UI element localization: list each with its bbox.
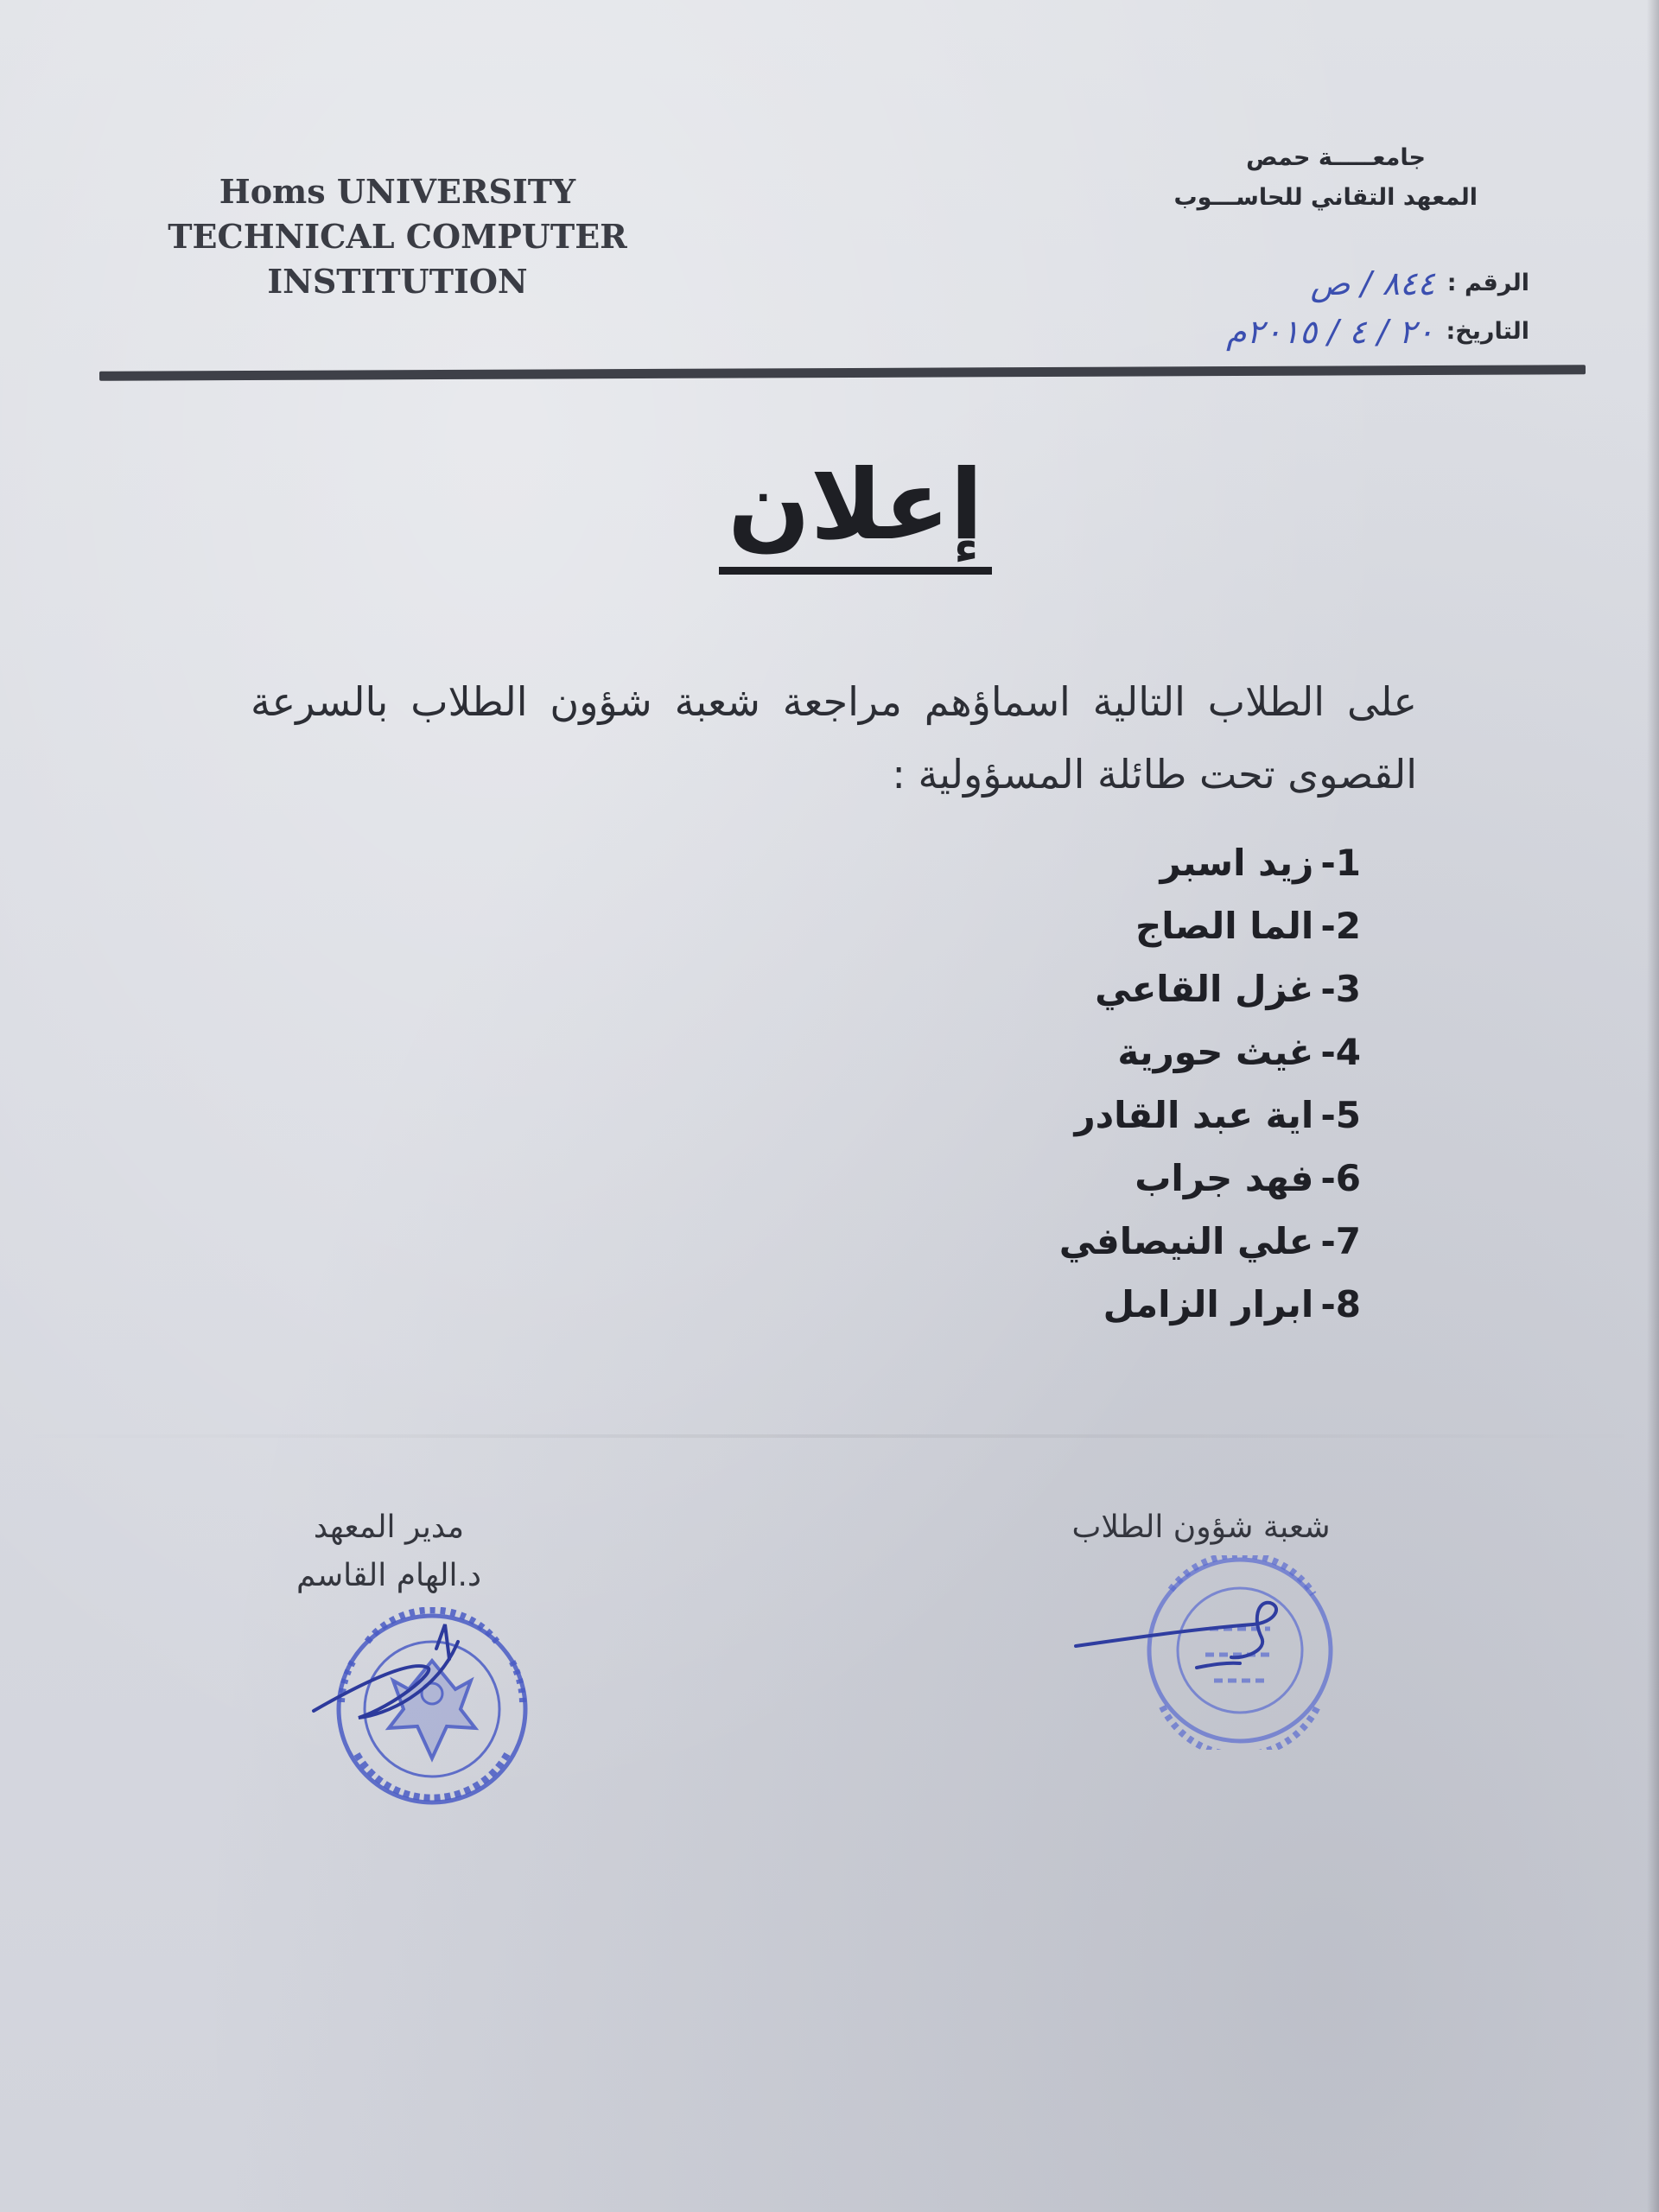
student-list-item [756, 1210, 1361, 1273]
student-list-item [756, 894, 1361, 957]
reference-date-value: ٢٠ / ٤ / ٢٠١٥م [1226, 313, 1434, 351]
student-number: 7- [1320, 1220, 1361, 1262]
student-number: 2- [1320, 905, 1361, 947]
student-name: زيد اسبر [1160, 842, 1314, 884]
paper-edge-shadow [1647, 0, 1659, 2212]
reference-number-row [1132, 259, 1529, 308]
student-number: 1- [1320, 842, 1361, 884]
header-divider [99, 365, 1586, 381]
student-list-item [756, 1147, 1361, 1210]
student-list-item [756, 831, 1361, 894]
student-list-item [756, 957, 1361, 1020]
director-signature-block [259, 1503, 518, 1600]
student-number: 6- [1320, 1157, 1361, 1199]
paper-crease [0, 1434, 1659, 1438]
student-number: 8- [1320, 1283, 1361, 1325]
student-list [756, 831, 1361, 1336]
student-list-item [756, 1273, 1361, 1336]
announcement-title: إعلان [719, 449, 992, 575]
student-affairs-title: شعبة شؤون الطلاب [1071, 1510, 1331, 1545]
student-name: الما الصاج [1135, 905, 1314, 947]
director-stamp [307, 1607, 540, 1815]
reference-block [1132, 259, 1529, 356]
director-title: مدير المعهد [313, 1510, 465, 1545]
reference-date-row [1132, 308, 1529, 356]
student-name: غزل القاعي [1095, 968, 1314, 1010]
student-name: علي النيصافي [1058, 1220, 1314, 1262]
student-affairs-stamp [1067, 1555, 1361, 1750]
student-number: 5- [1320, 1094, 1361, 1136]
reference-number-value: ٨٤٤ / ص [1310, 264, 1435, 302]
student-number: 3- [1320, 968, 1361, 1010]
letterhead-en-line1: Homs UNIVERSITY [219, 172, 576, 211]
director-name: د.الهام القاسم [296, 1558, 481, 1593]
student-name: ابرار الزامل [1103, 1283, 1314, 1325]
student-name: اية عبد القادر [1074, 1094, 1314, 1136]
student-list-item [756, 1084, 1361, 1147]
student-number: 4- [1320, 1031, 1361, 1073]
reference-date-label: التاريخ: [1446, 318, 1529, 345]
english-letterhead [156, 169, 639, 304]
student-list-item [756, 1020, 1361, 1084]
arabic-letterhead [1115, 138, 1478, 218]
announcement-title-wrap [0, 449, 1659, 575]
reference-number-label: الرقم : [1446, 270, 1529, 296]
announcement-body: على الطلاب التالية اسماؤهم مراجعة شعبة شؤون الطلاب بالسرعة القصوى تحت طائلة المسؤولية : [251, 678, 1417, 798]
student-name: فهد جراب [1135, 1157, 1314, 1199]
student-name: غيث حورية [1117, 1031, 1314, 1073]
letterhead-en-line2: TECHNICAL COMPUTER [168, 217, 627, 256]
letterhead-ar-line2: المعهد التقاني للحاســـوب [1173, 184, 1478, 211]
student-affairs-signature-block [1020, 1503, 1382, 1552]
letterhead-ar-line1: جامعـــــة حمص [1246, 144, 1426, 171]
letterhead-en-line3: INSTITUTION [267, 262, 528, 301]
